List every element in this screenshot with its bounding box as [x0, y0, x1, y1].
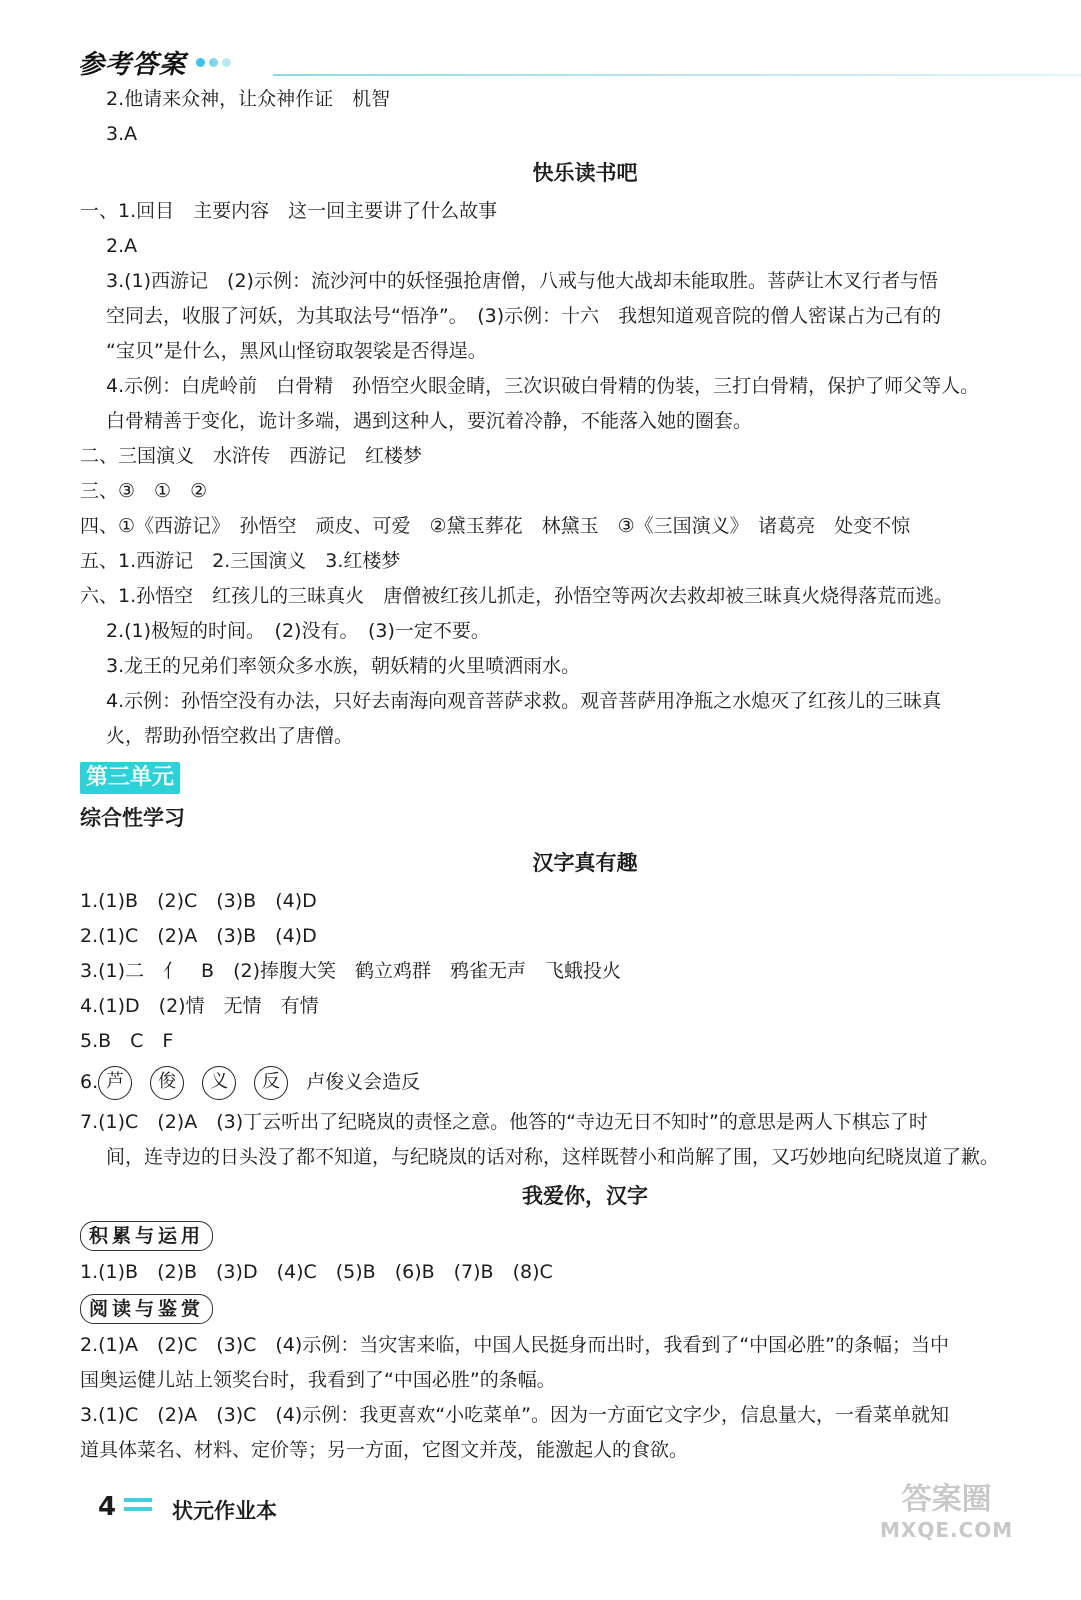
- answer-line: 3.A: [106, 123, 138, 145]
- answer-line: 4.示例：白虎岭前 白骨精 孙悟空火眼金睛，三次识破白骨精的伪装，三打白骨精，保护了师父等人。: [106, 375, 980, 397]
- watermark-main: 答案圈: [901, 1482, 992, 1517]
- answer-line: 火，帮助孙悟空救出了唐僧。: [106, 725, 354, 747]
- box-label-wrap: [80, 1217, 1030, 1255]
- answer-line-q6: [80, 1059, 1030, 1105]
- answer-line: 2.(1)C (2)A (3)B (4)D: [80, 925, 317, 947]
- unit-badge: 第三单元: [80, 762, 180, 794]
- answer-line: 四、①《西游记》 孙悟空 顽皮、可爱 ②黛玉葬花 林黛玉 ③《三国演义》 诸葛亮 处变不惊: [80, 515, 911, 537]
- answer-content: [80, 82, 1030, 1468]
- dot-1: [196, 58, 205, 67]
- answer-line: 国奥运健儿站上领奖台时，我看到了“中国必胜”的条幅。: [80, 1369, 556, 1391]
- dot-3: [222, 58, 231, 67]
- watermark-logo: [880, 1482, 1014, 1545]
- answer-line: 五、1.西游记 2.三国演义 3.红楼梦: [80, 550, 401, 572]
- answer-line: 间，连寺边的日头没了都不知道，与纪晓岚的话对称，这样既替小和尚解了围，又巧妙地向纪晓岚道了歉。: [106, 1146, 1000, 1168]
- q6-answer: 卢俊义会造反: [306, 1071, 421, 1093]
- header-dots: [196, 58, 231, 67]
- q6-prefix: 6.: [80, 1071, 99, 1093]
- answer-line: 一、1.回目 主要内容 这一回主要讲了什么故事: [80, 200, 498, 222]
- answer-line: 3.(1)二 亻 B (2)捧腹大笑 鹤立鸡群 鸦雀无声 飞蛾投火: [80, 960, 621, 982]
- section-title-reading: 快乐读书吧: [532, 161, 638, 185]
- answer-line: 2.他请来众神，让众神作证 机智: [106, 88, 391, 110]
- circled-char: 反: [254, 1066, 288, 1100]
- section-heading: 综合性学习: [80, 806, 185, 830]
- answer-line: 三、③ ① ②: [80, 480, 208, 502]
- answer-line: 空同去，收服了河妖，为其取法号“悟净”。 (3)示例：十六 我想知道观音院的僧人密谋占为己有的: [106, 305, 942, 327]
- answer-line: 5.B C F: [80, 1030, 174, 1052]
- section-title-love-hanzi: 我爱你，汉字: [522, 1184, 648, 1208]
- answer-line: 4.示例：孙悟空没有办法，只好去南海向观音菩萨求救。观音菩萨用净瓶之水熄灭了红孩儿的三昧真: [106, 690, 942, 712]
- header-title: 参考答案: [78, 50, 187, 80]
- answer-line: 1.(1)B (2)C (3)B (4)D: [80, 890, 317, 912]
- book-title: 状元作业本: [172, 1499, 277, 1523]
- answer-line: 3.(1)西游记 (2)示例：流沙河中的妖怪强抢唐僧，八戒与他大战却未能取胜。菩萨让木叉行者与悟: [106, 270, 938, 292]
- circled-char: 俊: [150, 1066, 184, 1100]
- dot-2: [209, 58, 218, 67]
- answer-line: 1.(1)B (2)B (3)D (4)C (5)B (6)B (7)B (8)C: [80, 1261, 553, 1283]
- page-number: 4: [98, 1492, 117, 1522]
- box-label-accumulate: 积累与运用: [80, 1221, 213, 1251]
- header-divider: [273, 74, 1081, 76]
- watermark-sub: MXQE.COM: [880, 1518, 1014, 1542]
- page-bar-icon: [124, 1498, 152, 1518]
- box-label-wrap: [80, 1290, 1030, 1328]
- answer-line: 4.(1)D (2)情 无情 有情: [80, 995, 319, 1017]
- unit-badge-wrap: [80, 754, 1030, 794]
- circled-char: 义: [202, 1066, 236, 1100]
- answer-line: 白骨精善于变化，诡计多端，遇到这种人，要沉着冷静，不能落入她的圈套。: [106, 410, 753, 432]
- answer-line: 六、1.孙悟空 红孩儿的三昧真火 唐僧被红孩儿抓走，孙悟空等两次去救却被三昧真火烧得落荒而逃。: [80, 585, 954, 607]
- box-label-reading: 阅读与鉴赏: [80, 1294, 213, 1324]
- answer-line: 二、三国演义 水浒传 西游记 红楼梦: [80, 445, 423, 467]
- section-title-hanzi: 汉字真有趣: [532, 851, 638, 875]
- answer-line: 3.龙王的兄弟们率领众多水族，朝妖精的火里喷洒雨水。: [106, 655, 581, 677]
- circled-char: 芦: [98, 1066, 132, 1100]
- answer-line: 2.(1)极短的时间。 (2)没有。 (3)一定不要。: [106, 620, 490, 642]
- answer-line: 3.(1)C (2)A (3)C (4)示例：我更喜欢“小吃菜单”。因为一方面它文字少，信息量大，一看菜单就知: [80, 1404, 950, 1426]
- answer-line: 2.A: [106, 235, 138, 257]
- answer-line: 2.(1)A (2)C (3)C (4)示例：当灾害来临，中国人民挺身而出时，我看到了“中国必胜”的条幅；当中: [80, 1334, 950, 1356]
- answer-line: “宝贝”是什么，黑风山怪窃取袈裟是否得逞。: [106, 340, 487, 362]
- answer-line: 道具体菜名、材料、定价等；另一方面，它图文并茂，能激起人的食欲。: [80, 1439, 689, 1461]
- page-header: [78, 44, 1038, 80]
- answer-line: 7.(1)C (2)A (3)丁云听出了纪晓岚的责怪之意。他答的“寺边无日不知时”的意思是两人下棋忘了时: [80, 1111, 928, 1133]
